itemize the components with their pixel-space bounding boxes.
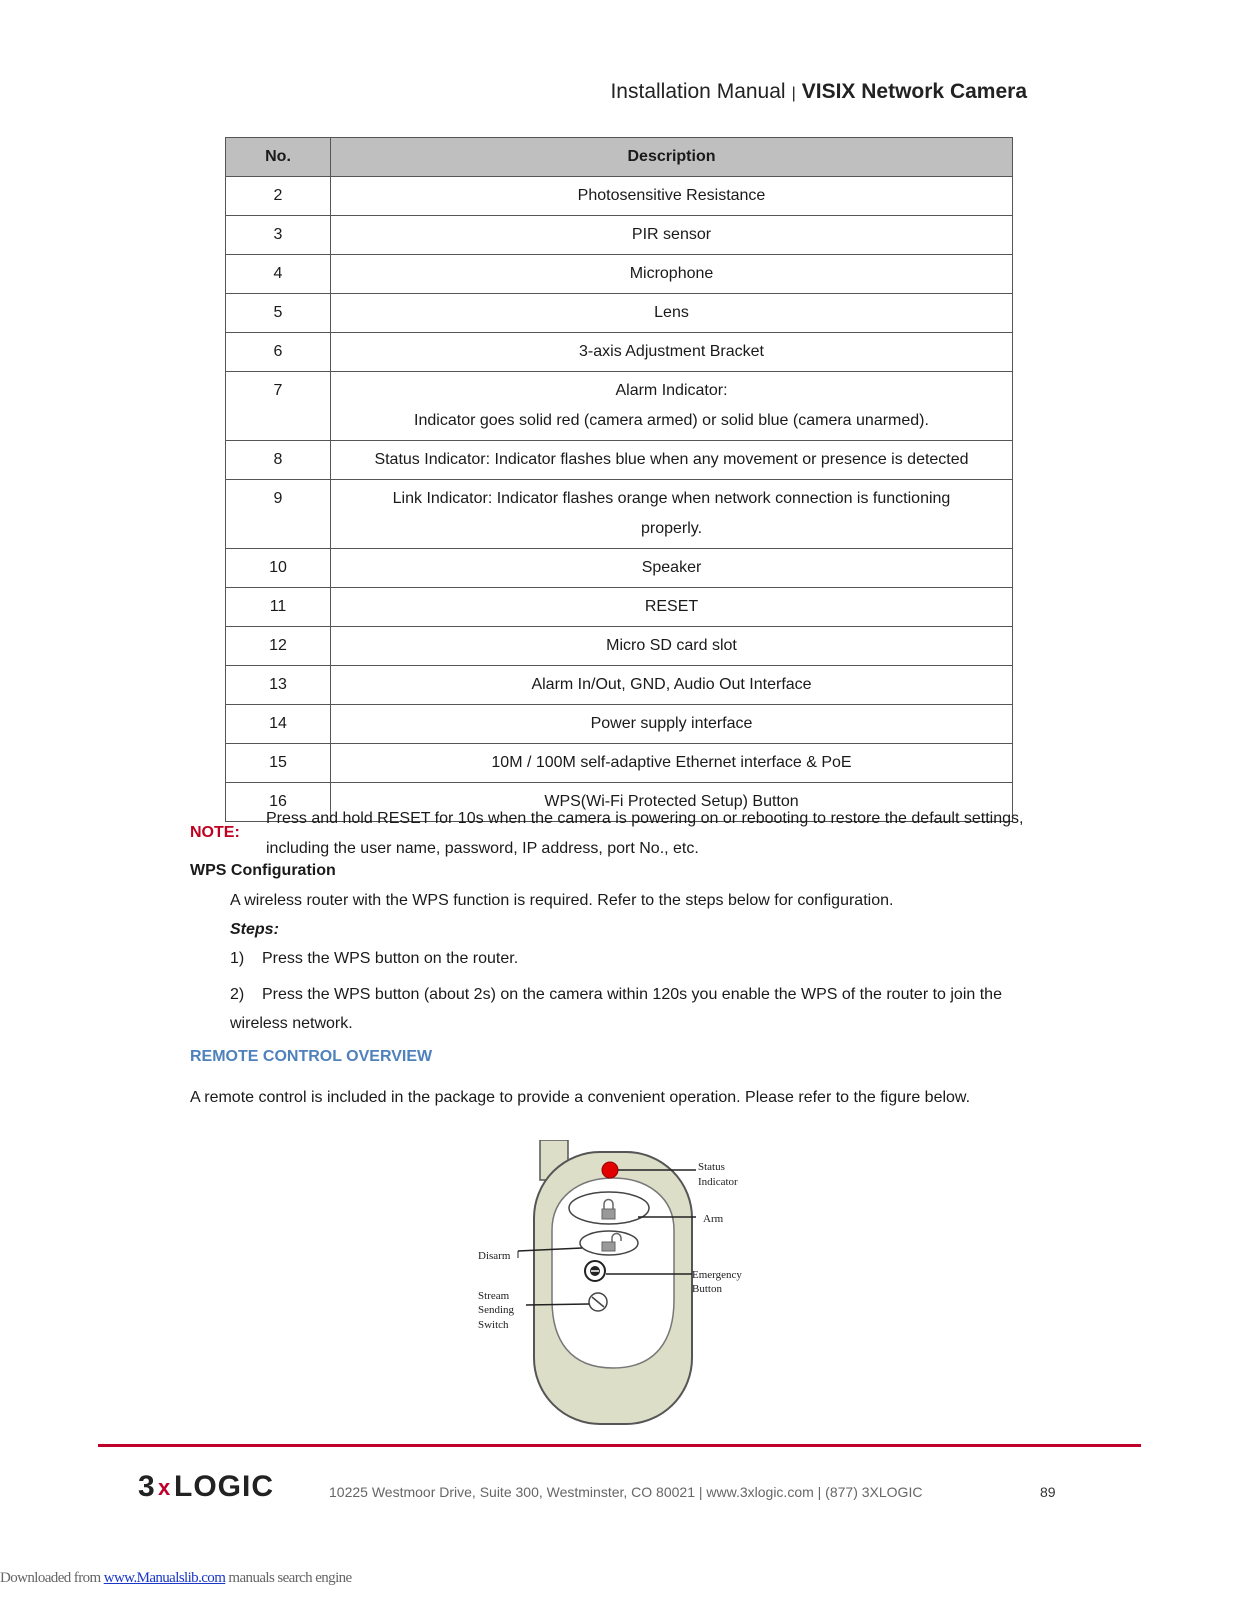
table-row [226,372,1013,441]
logo-logic: LOGIC [174,1471,274,1501]
status-indicator-label-2: Indicator [698,1176,738,1188]
page-number: 89 [1040,1484,1056,1500]
logo-wordmark [138,1471,298,1501]
remote-control-figure [478,1140,778,1430]
row-number: 3 [226,216,331,255]
row-number: 9 [226,480,331,549]
table-row [226,441,1013,480]
row-number: 6 [226,333,331,372]
manualslib-link[interactable]: www.Manualslib.com [103,1570,226,1586]
row-description: Microphone [331,255,1013,294]
table-row [226,744,1013,783]
table-row [226,480,1013,549]
row-number: 16 [226,783,331,822]
emergency-label-2: Button [692,1283,722,1295]
row-description: 10M / 100M self-adaptive Ethernet interface & PoE [331,744,1013,783]
company-logo [138,1471,298,1506]
row-number: 14 [226,705,331,744]
row-description: WPS(Wi-Fi Protected Setup) Button [331,783,1013,822]
logo-3: 3 [138,1471,155,1501]
table-header-row [226,138,1013,177]
row-description: Power supply interface [331,705,1013,744]
footer-address: 10225 Westmoor Drive, Suite 300, Westminster, CO 80021 | www.3xlogic.com | (877) 3XLOGIC [329,1484,923,1500]
table-row [226,255,1013,294]
disarm-label: Disarm [478,1250,511,1262]
steps-label: Steps: [230,921,279,938]
row-number: 4 [226,255,331,294]
stream-label-3: Switch [478,1319,509,1331]
note-text: Press and hold RESET for 10s when the camera is powering on or rebooting to restore the default settings, including the user name, password, IP address, port No., etc. [266,810,1024,857]
row-number: 13 [226,666,331,705]
row-description-line1: Link Indicator: Indicator flashes orange when network connection is functioning [392,490,951,507]
row-description: Micro SD card slot [331,627,1013,666]
stream-label-2: Sending [478,1304,515,1316]
wps-intro: A wireless router with the WPS function is required. Refer to the steps below for configuration. [230,892,894,909]
step-2-number: 2) [230,986,245,1003]
row-description [331,372,1013,441]
row-description: Status Indicator: Indicator flashes blue when any movement or presence is detected [331,441,1013,480]
step-2-text: Press the WPS button (about 2s) on the camera within 120s you enable the WPS of the router to join the wireless network. [230,986,1002,1032]
row-number: 11 [226,588,331,627]
table-row [226,177,1013,216]
header-title: Installation Manual [610,80,786,103]
row-number: 2 [226,177,331,216]
status-indicator-label-1: Status [698,1161,725,1173]
footer-divider [98,1444,1141,1447]
row-description: Alarm In/Out, GND, Audio Out Interface [331,666,1013,705]
step-1-text: Press the WPS button on the router. [262,950,519,967]
remote-section-body: A remote control is included in the package to provide a convenient operation. Please refer to the figure below. [190,1089,971,1106]
row-number: 12 [226,627,331,666]
row-description: RESET [331,588,1013,627]
row-description: 3-axis Adjustment Bracket [331,333,1013,372]
row-number: 10 [226,549,331,588]
step-1 [230,950,518,968]
table-row [226,294,1013,333]
emergency-label-1: Emergency [692,1269,742,1281]
row-description: Lens [331,294,1013,333]
row-number: 15 [226,744,331,783]
wps-heading: WPS Configuration [190,862,336,879]
table-row [226,666,1013,705]
arm-label: Arm [703,1213,724,1225]
watermark-suffix: manuals search engine [225,1570,352,1586]
row-description-line2: properly. [640,520,703,537]
table-row [226,627,1013,666]
column-header-description: Description [331,138,1013,177]
stream-label-1: Stream [478,1290,510,1302]
table-row [226,588,1013,627]
parts-table [225,137,1013,822]
remote-section-title: REMOTE CONTROL OVERVIEW [190,1048,433,1065]
header-product: VISIX Network Camera [801,80,1027,103]
note-block [190,804,1030,864]
logo-x: x [158,1475,171,1500]
table-row [226,333,1013,372]
download-watermark [0,1570,352,1587]
note-label: NOTE: [190,824,240,841]
column-header-no: No. [226,138,331,177]
step-1-number: 1) [230,950,245,967]
row-description: Photosensitive Resistance [331,177,1013,216]
header-separator: | [791,85,796,102]
row-description-line1: Alarm Indicator: [615,382,728,399]
table-row [226,705,1013,744]
row-number: 7 [226,372,331,441]
page-header [610,80,1027,104]
row-description: PIR sensor [331,216,1013,255]
status-indicator-led [602,1162,618,1178]
step-2 [230,980,1030,1038]
table-row [226,216,1013,255]
row-description [331,480,1013,549]
row-number: 8 [226,441,331,480]
row-description-line2: Indicator goes solid red (camera armed) or solid blue (camera unarmed). [414,412,929,429]
watermark-prefix: Downloaded from [0,1570,104,1586]
row-description: Speaker [331,549,1013,588]
row-number: 5 [226,294,331,333]
table-row [226,549,1013,588]
